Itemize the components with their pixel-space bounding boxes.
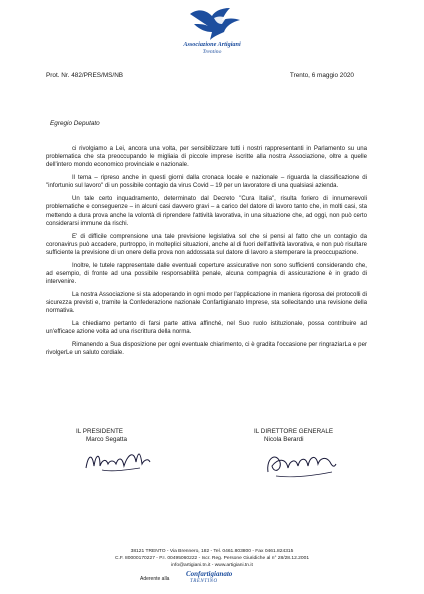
letter-footer xyxy=(60,548,364,569)
letter-body xyxy=(46,145,367,362)
confartigianato-logo xyxy=(178,568,238,590)
signature-name: Marco Segatta xyxy=(86,436,127,443)
organization-name: Associazione Artigiani xyxy=(183,41,241,48)
organization-subtitle: Trentino xyxy=(202,49,222,55)
footer-contacts: info@artigiani.tn.it - www.artigiani.tn.it xyxy=(171,563,253,568)
paragraph: E' di difficile comprensione una tale previsione legislativa sol che si pensi al fatto che un contagio da coronavirus può accadere, purtroppo, in molteplici situazioni, anche al di fuori dell'attività lavorativa, e non può risultare sufficiente la previsione di un onere della prova non addossata sul datore di lavoro a stemperare la preoccupazione. xyxy=(46,232,367,257)
paragraph: ci rivolgiamo a Lei, ancora una volta, per sensibilizzare tutti i nostri rappresentanti in Parlamento su una problematica che sta preoccupando le migliaia di piccole imprese iscritte alla nostra Associazione, oltre a quelle dell'intero mondo economico provinciale e nazionale. xyxy=(46,145,367,169)
paragraph: La chiediamo pertanto di farsi parte attiva affinché, nel Suo ruolo istituzionale, possa contribuire ad un'efficace azione volta ad una riscrittura della norma. xyxy=(46,320,367,336)
paragraph: Rimanendo a Sua disposizione per ogni eventuale chiarimento, ci è gradita l'occasione per ringraziarLa e per rivolgerLe un saluto cordiale. xyxy=(46,341,367,357)
paragraph: Il tema – ripreso anche in questi giorni dalla cronaca locale e nazionale – riguarda la classificazione di "infortunio sul lavoro" di un possibile contagio da virus Covid – 19 per un lavoratore di una qualsiasi azienda. xyxy=(46,174,367,190)
greeting: Egregio Deputato xyxy=(50,120,100,127)
confartigianato-sub: TRENTINO xyxy=(190,579,218,584)
aderente-label: Aderente alla xyxy=(140,576,170,582)
handwritten-signature-icon xyxy=(262,444,338,484)
letter-date: Trento, 6 maggio 2020 xyxy=(289,72,354,79)
footer-address: 38121 TRENTO - Via Brennero, 182 - Tel. 0461.803800 - Fax 0461.824315 xyxy=(130,549,294,554)
signature-role: IL PRESIDENTE xyxy=(76,428,124,435)
footer-fiscal-info: C.F. 80000170227 - P.I. 00495060222 - Iscr. Reg. Persone Giuridiche al n° 28/28.12.2001 xyxy=(114,556,310,561)
protocol-number: Prot. Nr. 482/PRES/MS/NB xyxy=(46,72,124,79)
signature-block-director xyxy=(254,428,333,444)
paragraph: La nostra Associazione si sta adoperando in ogni modo per l'applicazione in maniera rigorosa dei protocolli di sicurezza previsti e, tramite la Confederazione nazionale Confartigianato Imprese, sta sollecitando una revisione della normativa. xyxy=(46,291,367,315)
signature-role: IL DIRETTORE GENERALE xyxy=(254,428,334,435)
paragraph: Un tale certo inquadramento, determinato dal Decreto "Cura Italia", risulta foriero di innumerevoli problematiche e conseguenze – in alcuni casi davvero gravi – a carico del datore di lavoro tanto che, in molti casi, sta mettendo a dura prova anche la volontà di riprendere l'attività lavorativa, in una situazione che, ad oggi, non può certo considerarsi immune da rischi. xyxy=(46,195,367,227)
eagle-logo-icon xyxy=(184,4,244,44)
handwritten-signature-icon xyxy=(82,444,152,478)
signature-name: Nicola Berardi xyxy=(264,436,304,443)
paragraph: Inoltre, le tutele rappresentate dalle eventuali coperture assicurative non sono sufficienti considerando che, ad esempio, di fronte ad una possibile responsabilità penale, alcuna compagnia di assicurazione è in grado di intervenire. xyxy=(46,261,367,286)
confartigianato-name: Confartigianato xyxy=(186,570,233,578)
signature-block-president xyxy=(76,428,127,444)
